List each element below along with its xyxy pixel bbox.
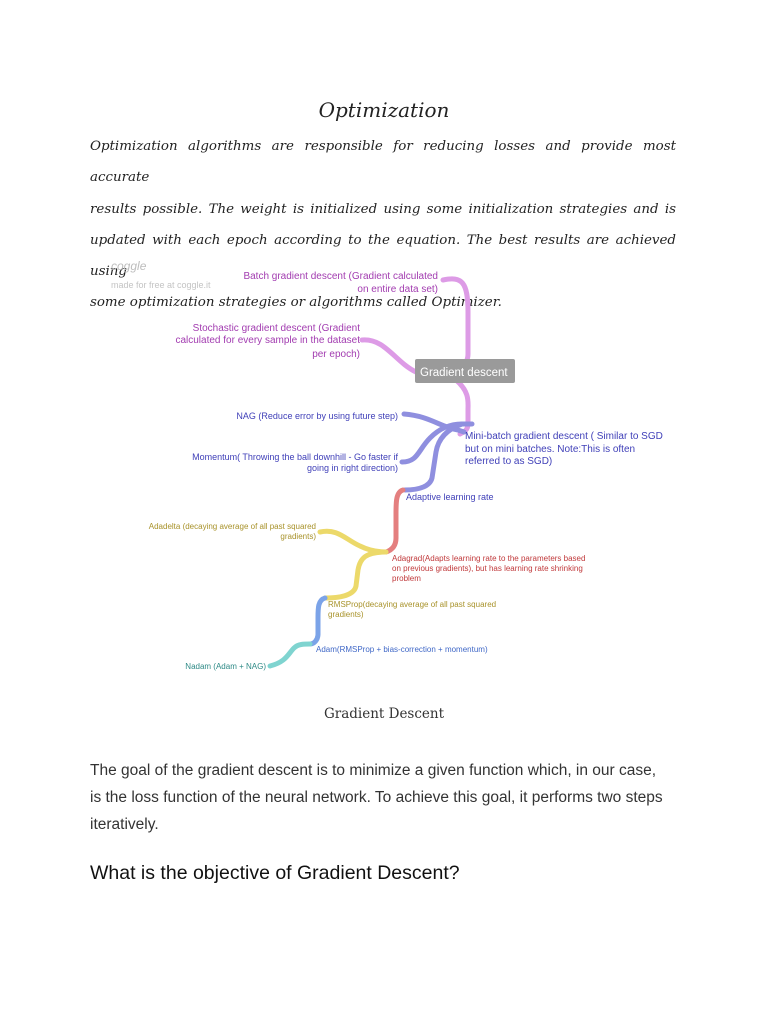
svg-text:calculated for every sample in: calculated for every sample in the dataset [175,335,360,346]
svg-text:gradients): gradients) [280,532,316,541]
svg-text:Mini-batch gradient descent (: Mini-batch gradient descent ( Similar to SGD [465,431,663,442]
intro-line: updated with each epoch according to the equation. The best results are achieved using [90,232,676,280]
svg-text:problem: problem [392,574,421,583]
branch-adadelta [320,531,386,552]
svg-text:Adam(RMSProp + bias-correction: Adam(RMSProp + bias-correction + momentum) [316,645,488,654]
intro-line: results possible. The weight is initialized using some initialization strategies and is [90,201,676,217]
svg-text:Momentum( Throwing the ball do: Momentum( Throwing the ball downhill - Go faster if [192,452,398,462]
svg-text:RMSProp(decaying average of al: RMSProp(decaying average of all past squared [328,600,497,609]
coggle-logo: coggle [111,259,147,273]
intro-line: Optimization algorithms are responsible for reducing losses and provide most accurate [90,139,676,186]
svg-text:but on mini batches. Note:This: but on mini batches. Note:This is often [465,444,636,455]
node-adadelta [149,522,317,541]
svg-text:on entire data set): on entire data set) [357,284,438,295]
body-line: is the loss function of the neural network. To achieve this goal, it performs two steps [90,789,663,806]
node-adagrad [392,554,585,583]
svg-text:Adadelta (decaying average of: Adadelta (decaying average of all past squared [148,522,316,531]
coggle-credit: made for free at coggle.it [111,280,211,290]
body-line: The goal of the gradient descent is to minimize a given function which, in our case, [90,762,657,779]
svg-text:Adagrad(Adapts learning rate t: Adagrad(Adapts learning rate to the parameters based [392,554,586,563]
page-title: Optimization [318,98,450,122]
node-adaptive [406,492,494,502]
branch-rmsprop [325,552,386,598]
svg-text:on previous gradients), but ha: on previous gradients), but has learning rate shrinking [392,564,583,573]
figure-caption: Gradient Descent [323,706,445,722]
node-minibatch [465,431,663,467]
node-nag [236,411,398,421]
svg-text:Stochastic gradient descent (G: Stochastic gradient descent (Gradient [192,323,360,334]
center-node-label: Gradient descent [420,367,508,379]
node-nadam [185,662,266,671]
svg-text:gradients): gradients) [328,610,364,619]
branch-adam [310,598,325,644]
svg-text:per epoch): per epoch) [312,349,360,360]
svg-text:Adaptive learning rate: Adaptive learning rate [406,492,494,502]
body-line: iteratively. [90,816,159,833]
svg-text:NAG (Reduce error by using fut: NAG (Reduce error by using future step) [236,411,398,421]
branch-nadam [270,644,310,666]
intro-line: some optimization strategies or algorithms called Optimizer. [90,295,502,311]
svg-text:Nadam (Adam + NAG): Nadam (Adam + NAG) [185,662,266,671]
node-batch [243,271,438,295]
svg-text:Batch gradient descent (Gradie: Batch gradient descent (Gradient calculated [243,271,438,282]
node-stochastic [175,323,360,360]
branch-batch [440,279,468,372]
node-rmsprop [328,600,496,619]
svg-text:going in right direction): going in right direction) [306,463,398,473]
mindmap-diagram [100,252,680,684]
body-paragraph [90,757,690,838]
section-heading: What is the objective of Gradient Descent? [90,862,460,884]
branch-adagrad [386,490,403,552]
node-momentum [192,452,398,473]
node-adam [316,645,488,654]
svg-text:referred to as SGD): referred to as SGD) [465,456,553,467]
